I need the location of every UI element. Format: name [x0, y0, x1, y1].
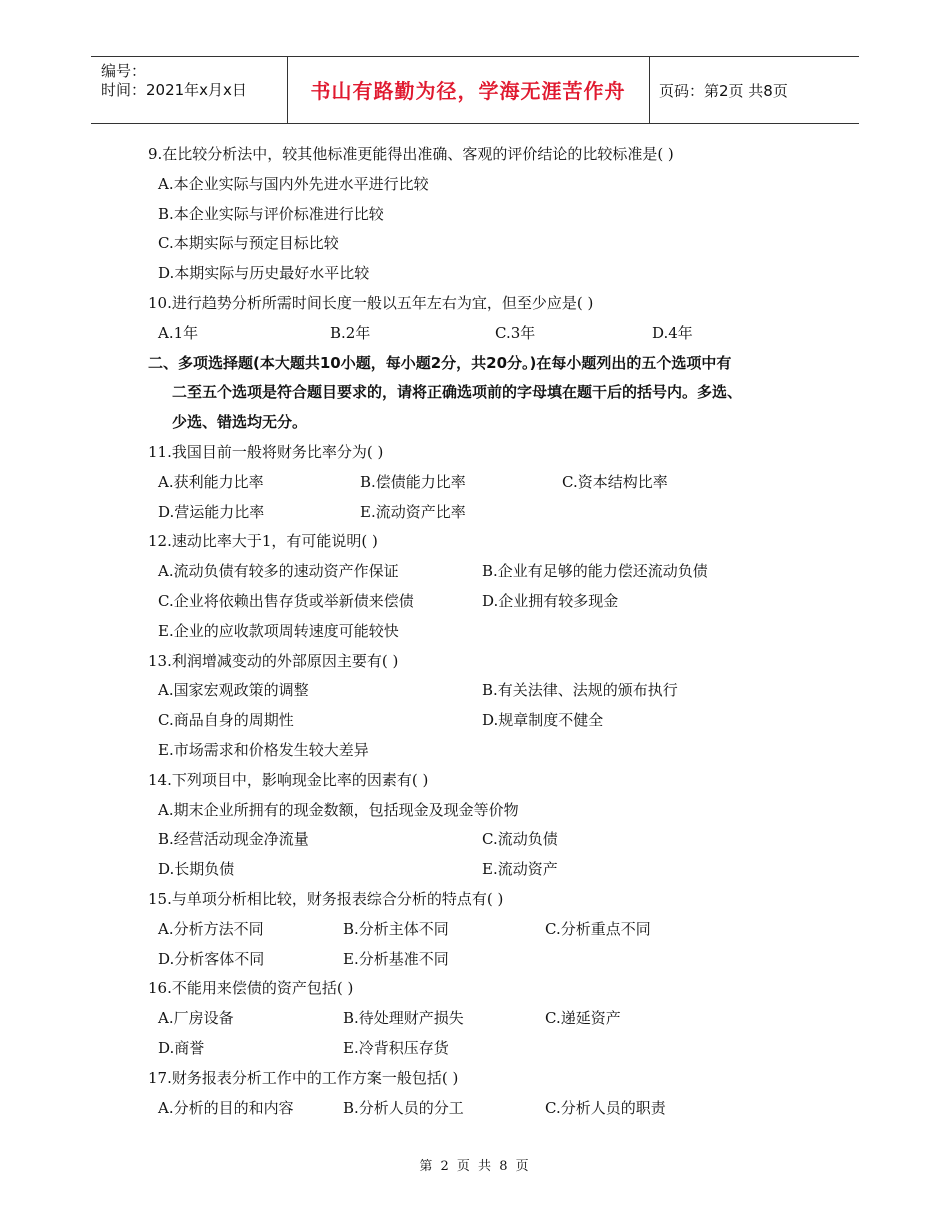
time-label: 时间：2021年x月x日: [101, 81, 247, 99]
option-13c: C.商品自身的周期性: [158, 711, 294, 730]
header-page-code: 页码：第2页 共8页: [659, 82, 788, 100]
question-13-stem: 13.利润增减变动的外部原因主要有( ): [148, 651, 399, 670]
option-14d: D.长期负债: [158, 860, 235, 879]
options-13-row1: [148, 676, 828, 706]
question-11-stem: 11.我国目前一般将财务比率分为( ): [148, 442, 384, 461]
options-11-row1: [148, 468, 828, 498]
option-9a: A.本企业实际与国内外先进水平进行比较: [158, 174, 429, 193]
exam-content: [148, 140, 828, 1123]
option-15d: D.分析客体不同: [158, 949, 265, 968]
option-14e: E.流动资产: [482, 860, 558, 879]
option-10a: A.1年: [158, 323, 199, 342]
options-15-row2: [148, 945, 828, 975]
option-9d: D.本期实际与历史最好水平比较: [158, 264, 370, 283]
option-16d: D.商誉: [158, 1038, 205, 1057]
question-16-stem: 16.不能用来偿债的资产包括( ): [148, 979, 354, 998]
options-11-row2: [148, 498, 828, 528]
option-17c: C.分析人员的职责: [545, 1098, 666, 1117]
option-9c: C.本期实际与预定目标比较: [158, 234, 339, 253]
option-17b: B.分析人员的分工: [343, 1098, 464, 1117]
options-14-row2: [148, 825, 828, 855]
option-11e: E.流动资产比率: [360, 502, 466, 521]
header-divider: [649, 57, 650, 123]
option-12a: A.流动负债有较多的速动资产作保证: [158, 562, 399, 581]
options-16-row1: [148, 1004, 828, 1034]
option-14c: C.流动负债: [482, 830, 558, 849]
header-motto: 书山有路勤为径，学海无涯苦作舟: [310, 79, 626, 103]
option-14b: B.经营活动现金净流量: [158, 830, 309, 849]
option-11d: D.营运能力比率: [158, 502, 265, 521]
serial-label: 编号：: [101, 62, 147, 80]
question-9-stem: 9.在比较分析法中，较其他标准更能得出准确、客观的评价结论的比较标准是( ): [148, 145, 674, 163]
options-10: [148, 319, 828, 349]
section-2-instructions: 二至五个选项是符合题目要求的，请将正确选项前的字母填在题干后的括号内。多选、: [172, 383, 743, 402]
option-12b: B.企业有足够的能力偿还流动负债: [482, 562, 708, 581]
page-footer: 第 2 页 共 8 页: [419, 1159, 531, 1174]
option-11a: A.获利能力比率: [158, 472, 264, 491]
options-12-row1: [148, 557, 828, 587]
option-11c: C.资本结构比率: [562, 472, 668, 491]
option-13b: B.有关法律、法规的颁布执行: [482, 681, 678, 700]
option-15b: B.分析主体不同: [343, 919, 449, 938]
options-13-row2: [148, 706, 828, 736]
options-16-row2: [148, 1034, 828, 1064]
question-14-stem: 14.下列项目中，影响现金比率的因素有( ): [148, 770, 429, 789]
option-12c: C.企业将依赖出售存货或举新债来偿债: [158, 591, 414, 610]
option-12d: D.企业拥有较多现金: [482, 591, 619, 610]
option-16e: E.冷背积压存货: [343, 1038, 449, 1057]
option-13a: A.国家宏观政策的调整: [158, 681, 309, 700]
option-16c: C.递延资产: [545, 1009, 621, 1028]
option-15a: A.分析方法不同: [158, 919, 264, 938]
option-14a: A.期末企业所拥有的现金数额，包括现金及现金等价物: [158, 800, 519, 819]
options-17-row1: [148, 1094, 828, 1124]
option-12e: E.企业的应收款项周转速度可能较快: [158, 621, 399, 640]
option-16a: A.厂房设备: [158, 1009, 234, 1028]
section-2-instructions-end: 少选、错选均无分。: [172, 413, 308, 432]
option-10d: D.4年: [652, 323, 693, 342]
question-12-stem: 12.速动比率大于1，有可能说明( ): [148, 532, 378, 551]
option-15e: E.分析基准不同: [343, 949, 449, 968]
option-10c: C.3年: [495, 323, 536, 342]
page-header: [91, 56, 859, 124]
option-10b: B.2年: [330, 323, 371, 342]
options-14-row3: [148, 855, 828, 885]
option-13e: E.市场需求和价格发生较大差异: [158, 740, 369, 759]
option-13d: D.规章制度不健全: [482, 711, 604, 730]
options-15-row1: [148, 915, 828, 945]
option-15c: C.分析重点不同: [545, 919, 651, 938]
options-12-row2: [148, 587, 828, 617]
question-17-stem: 17.财务报表分析工作中的工作方案一般包括( ): [148, 1068, 459, 1087]
option-9b: B.本企业实际与评价标准进行比较: [158, 204, 384, 223]
section-2-title: 二、多项选择题(本大题共10小题，每小题2分，共20分。)在每小题列出的五个选项中有: [148, 353, 732, 372]
option-16b: B.待处理财产损失: [343, 1009, 464, 1028]
question-15-stem: 15.与单项分析相比较，财务报表综合分析的特点有( ): [148, 889, 504, 908]
question-10-stem: 10.进行趋势分析所需时间长度一般以五年左右为宜，但至少应是( ): [148, 293, 594, 312]
option-17a: A.分析的目的和内容: [158, 1098, 294, 1117]
option-11b: B.偿债能力比率: [360, 472, 466, 491]
